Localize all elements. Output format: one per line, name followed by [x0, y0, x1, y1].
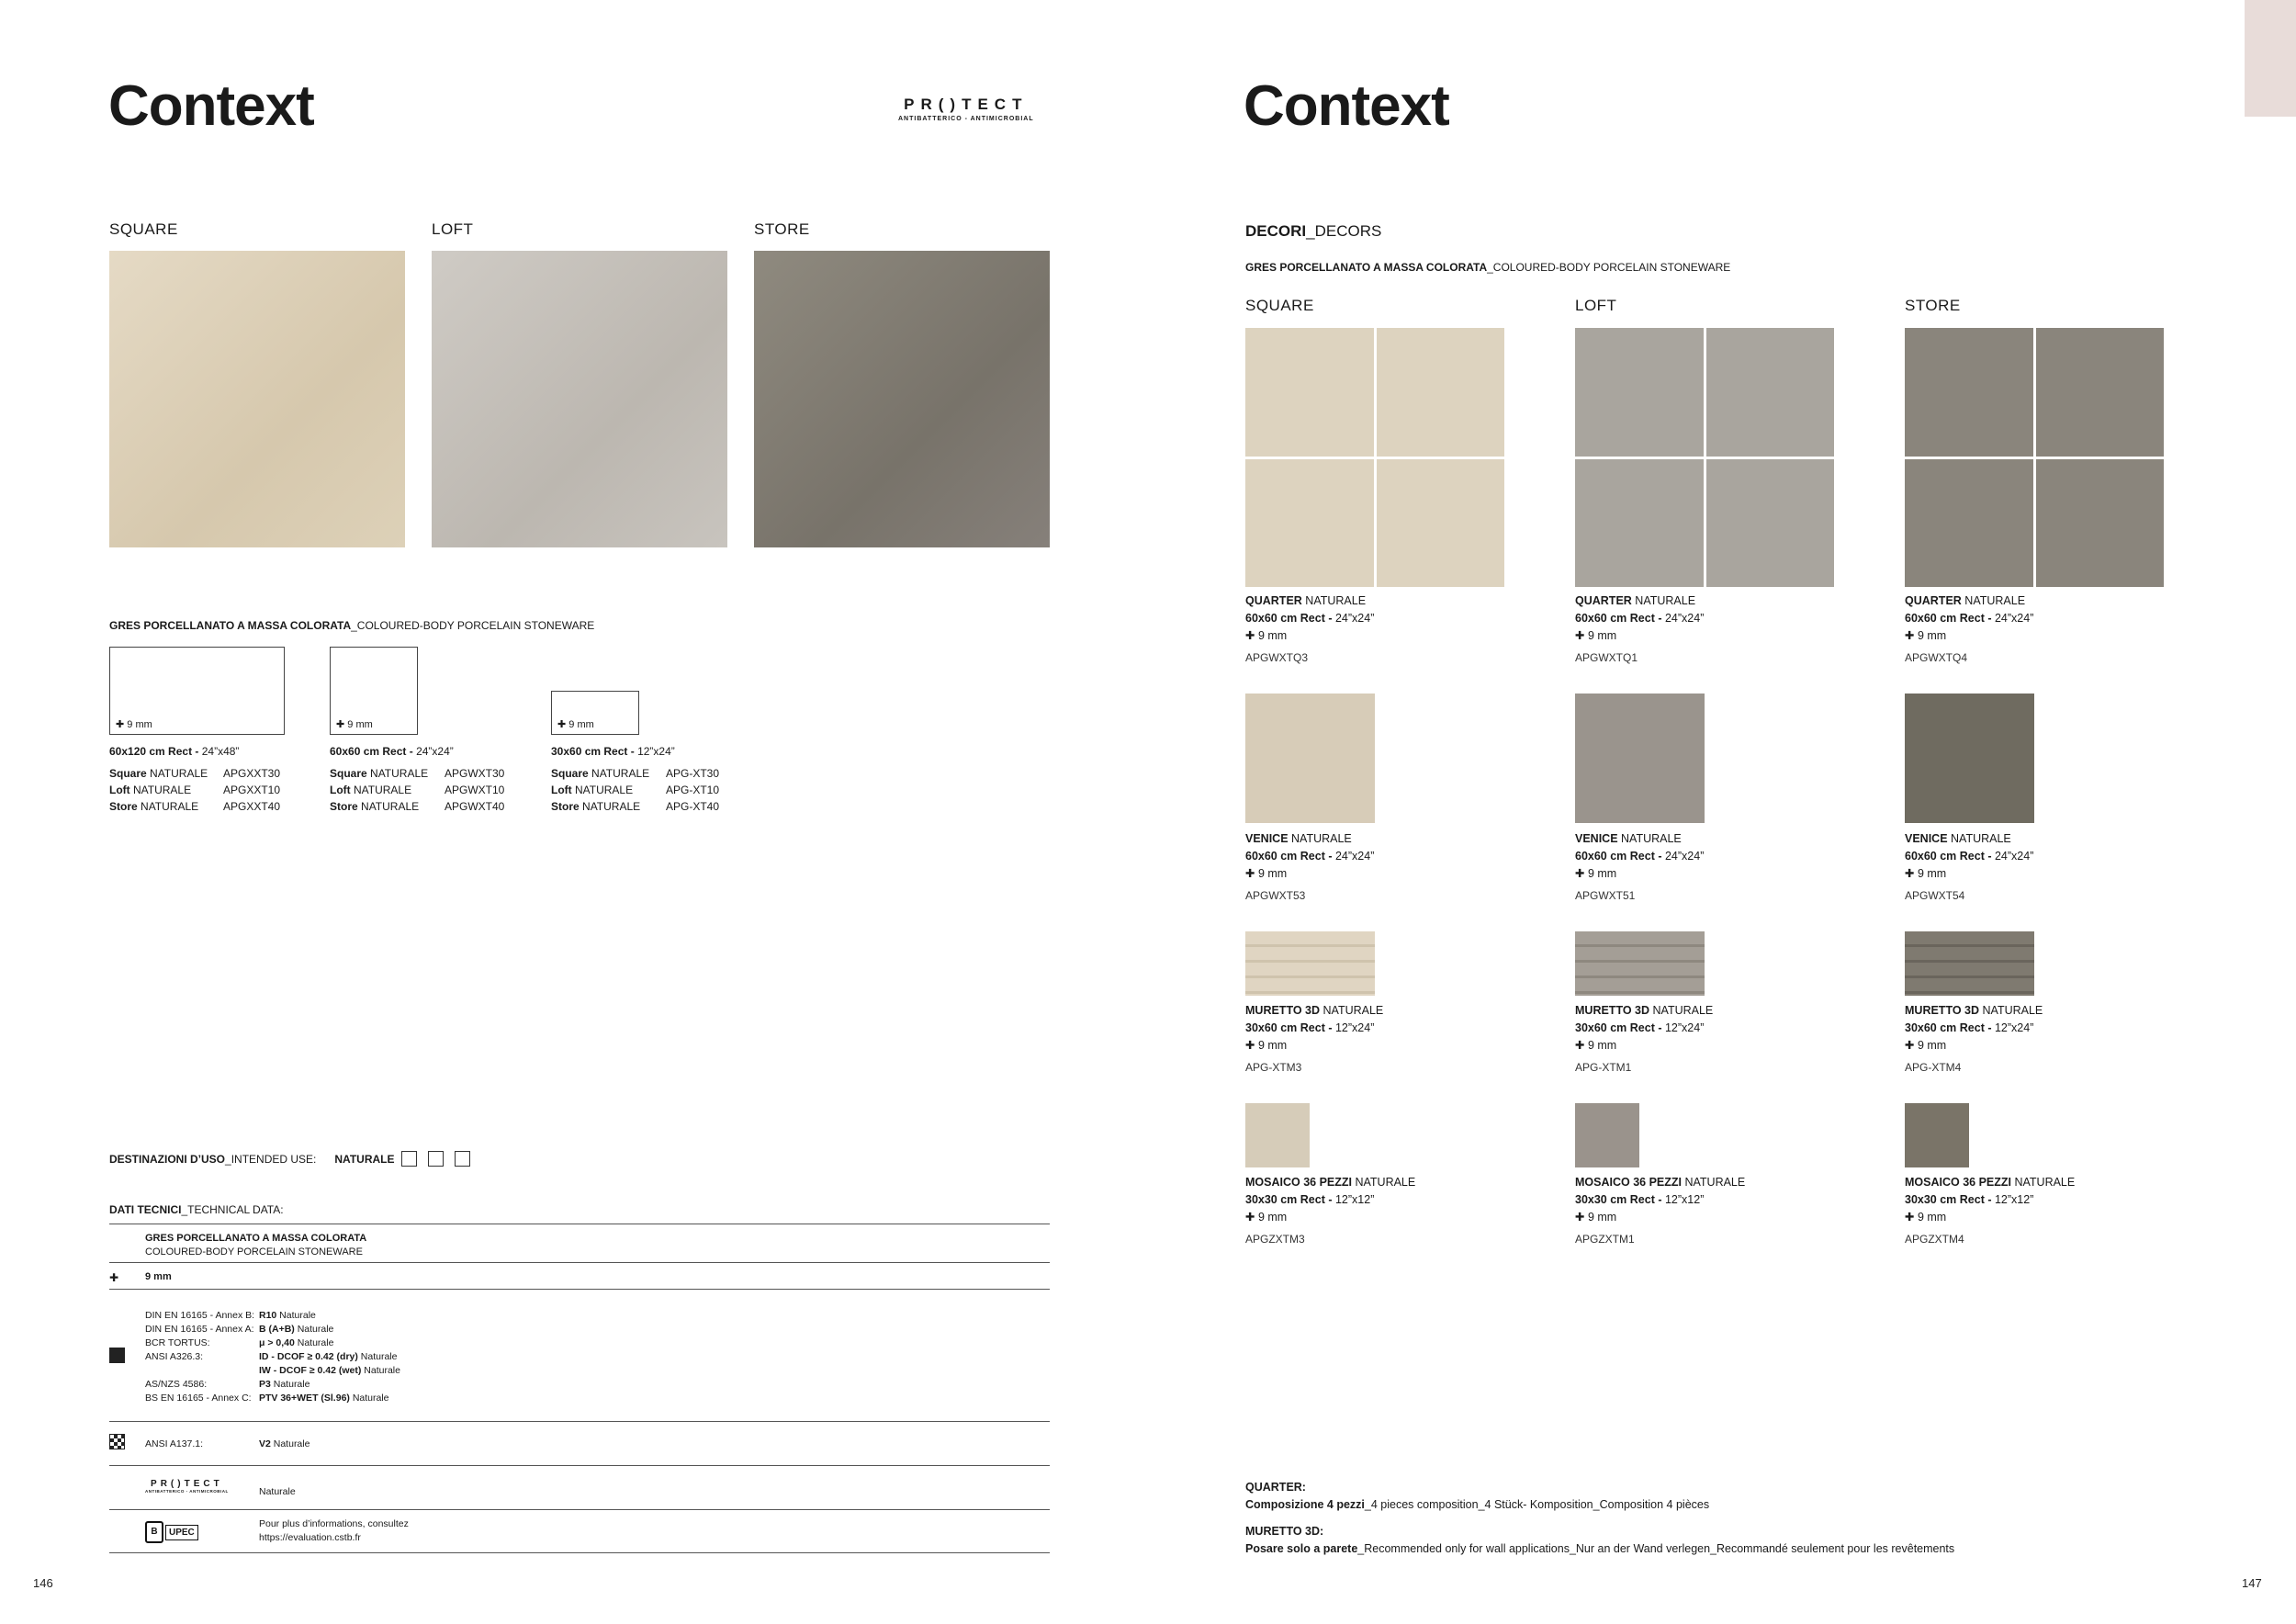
divider	[109, 1552, 1050, 1553]
upec-info: Pour plus d’informations, consultez https://evaluation.cstb.fr	[259, 1518, 409, 1543]
thickness-icon: ✚	[109, 1271, 119, 1284]
caption-muretto-store: MURETTO 3D NATURALE 30x60 cm Rect - 12”x24” ✚ 9 mm APG-XTM4	[1905, 1004, 2043, 1074]
tech-slip-rows: DIN EN 16165 - Annex B: R10 Naturale DIN EN 16165 - Annex A: B (A+B) Naturale BCR TORTUS: μ > 0,40 Naturale ANSI A326.3: ID - DCOF ≥ 0.42 (dry) Naturale IW - DCOF ≥ 0.42 (wet) Naturale AS/NZS 4586: P3 Naturale BS EN 16165 - Annex C: PTV 36+WET (Sl.96) Naturale	[145, 1310, 400, 1404]
format-row: Loft NATURALE APGXXT10	[109, 784, 281, 796]
format-block-30x60	[551, 743, 762, 815]
slip-resistance-icon	[109, 1348, 125, 1363]
format-row: Loft NATURALE APG-XT10	[551, 784, 720, 796]
swatch-square-image	[109, 251, 405, 547]
format-frame-60x120	[109, 647, 285, 735]
caption-muretto-square: MURETTO 3D NATURALE 30x60 cm Rect - 12”x24” ✚ 9 mm APG-XTM3	[1245, 1004, 1384, 1074]
swatch-label-square: SQUARE	[109, 220, 178, 238]
swatch-label-loft: LOFT	[432, 220, 474, 238]
caption-venice-store: VENICE NATURALE 60x60 cm Rect - 24”x24” ✚ 9 mm APGWXT54	[1905, 832, 2034, 902]
shade-variation-icon	[109, 1434, 125, 1449]
tech-ansi137: ANSI A137.1: V2 Naturale	[145, 1438, 310, 1449]
column-label-square: SQUARE	[1245, 297, 1314, 314]
muretto-square-image	[1245, 931, 1375, 996]
thickness-label: ✚ 9 mm	[116, 719, 152, 730]
column-label-store: STORE	[1905, 297, 1961, 314]
commercial-floor-icon	[428, 1151, 444, 1167]
caption-mosaico-store: MOSAICO 36 PEZZI NATURALE 30x30 cm Rect - 12”x12” ✚ 9 mm APGZXTM4	[1905, 1176, 2076, 1246]
tech-thickness: 9 mm	[145, 1271, 172, 1282]
tech-material: GRES PORCELLANATO A MASSA COLORATA COLOURED-BODY PORCELAIN STONEWARE	[145, 1233, 367, 1257]
quarter-store-image	[1905, 328, 2164, 587]
venice-loft-image	[1575, 694, 1705, 823]
page-number-right: 147	[2242, 1576, 2262, 1590]
caption-muretto-loft: MURETTO 3D NATURALE 30x60 cm Rect - 12”x24” ✚ 9 mm APG-XTM1	[1575, 1004, 1714, 1074]
notes: QUARTER: Composizione 4 pezzi_4 pieces composition_4 Stück- Komposition_Composition 4 pièces MURETTO 3D: Posare solo a parete_Recommended only for wall applications_Nur an der Wand verlegen_Recommandé seulement pour les revêtements	[1245, 1481, 1955, 1555]
format-size: 60x60 cm Rect - 24”x24”	[330, 745, 454, 758]
quarter-square-image	[1245, 328, 1504, 587]
mosaico-square-image	[1245, 1103, 1310, 1167]
divider	[109, 1465, 1050, 1466]
mosaico-loft-image	[1575, 1103, 1639, 1167]
thickness-label: ✚ 9 mm	[336, 719, 373, 730]
caption-venice-loft: VENICE NATURALE 60x60 cm Rect - 24”x24” ✚ 9 mm APGWXT51	[1575, 832, 1705, 902]
industrial-floor-icon	[455, 1151, 470, 1167]
material-rest: _COLOURED-BODY PORCELAIN STONEWARE	[351, 619, 595, 632]
protect-logo	[898, 96, 1034, 122]
caption-mosaico-loft: MOSAICO 36 PEZZI NATURALE 30x30 cm Rect - 12”x12” ✚ 9 mm APGZXTM1	[1575, 1176, 1746, 1246]
material-label-right: GRES PORCELLANATO A MASSA COLORATA_COLOURED-BODY PORCELAIN STONEWARE	[1245, 261, 1731, 274]
caption-quarter-store: QUARTER NATURALE 60x60 cm Rect - 24”x24” ✚ 9 mm APGWXTQ4	[1905, 594, 2034, 664]
material-label-left	[109, 619, 594, 632]
residential-floor-icon	[401, 1151, 417, 1167]
swatch-loft-image	[432, 251, 727, 547]
column-label-loft: LOFT	[1575, 297, 1617, 314]
caption-venice-square: VENICE NATURALE 60x60 cm Rect - 24”x24” ✚ 9 mm APGWXT53	[1245, 832, 1375, 902]
caption-quarter-square: QUARTER NATURALE 60x60 cm Rect - 24”x24” ✚ 9 mm APGWXTQ3	[1245, 594, 1375, 664]
material-bold: GRES PORCELLANATO A MASSA COLORATA	[109, 619, 352, 632]
page-number-left: 146	[33, 1576, 53, 1590]
tech-protect-value: Naturale	[259, 1486, 296, 1497]
divider	[109, 1262, 1050, 1263]
protect-logo-word: PR()TECT	[904, 96, 1029, 113]
quarter-loft-image	[1575, 328, 1834, 587]
page-title-right: Context	[1244, 74, 1449, 138]
thickness-label: ✚ 9 mm	[557, 719, 594, 730]
format-row: Store NATURALE APGWXT40	[330, 800, 505, 813]
protect-logo-small: PR()TECT ANTIBATTERICO - ANTIMICROBIAL	[145, 1479, 229, 1494]
format-row: Square NATURALE APGXXT30	[109, 767, 281, 780]
intended-use: DESTINAZIONI D’USO _INTENDED USE: NATURALE	[109, 1151, 470, 1167]
muretto-store-image	[1905, 931, 2034, 996]
venice-store-image	[1905, 694, 2034, 823]
swatch-store-image	[754, 251, 1050, 547]
divider	[109, 1509, 1050, 1510]
mosaico-store-image	[1905, 1103, 1969, 1167]
protect-logo-sub: ANTIBATTERICO - ANTIMICROBIAL	[898, 116, 1034, 122]
divider	[109, 1421, 1050, 1422]
format-row: Loft NATURALE APGWXT10	[330, 784, 505, 796]
decori-heading: DECORI_DECORS	[1245, 222, 1382, 240]
format-size: 60x120 cm Rect - 24”x48”	[109, 745, 240, 758]
format-row: Square NATURALE APGWXT30	[330, 767, 505, 780]
format-row: Store NATURALE APG-XT40	[551, 800, 720, 813]
page-title-left: Context	[108, 74, 314, 138]
format-size: 30x60 cm Rect - 12”x24”	[551, 745, 675, 758]
muretto-loft-image	[1575, 931, 1705, 996]
corner-tab	[2245, 0, 2296, 117]
format-row: Store NATURALE APGXXT40	[109, 800, 281, 813]
format-frame-30x60	[551, 691, 639, 735]
upec-logo: B UPEC	[145, 1521, 198, 1543]
swatch-label-store: STORE	[754, 220, 810, 238]
technical-data-heading: DATI TECNICI_TECHNICAL DATA:	[109, 1203, 284, 1216]
divider	[109, 1289, 1050, 1290]
caption-quarter-loft: QUARTER NATURALE 60x60 cm Rect - 24”x24” ✚ 9 mm APGWXTQ1	[1575, 594, 1705, 664]
format-block-60x60	[330, 743, 541, 815]
format-frame-60x60	[330, 647, 418, 735]
caption-mosaico-square: MOSAICO 36 PEZZI NATURALE 30x30 cm Rect - 12”x12” ✚ 9 mm APGZXTM3	[1245, 1176, 1416, 1246]
cstb-icon: B	[145, 1521, 163, 1543]
format-row: Square NATURALE APG-XT30	[551, 767, 720, 780]
format-block-60x120	[109, 743, 321, 815]
venice-square-image	[1245, 694, 1375, 823]
